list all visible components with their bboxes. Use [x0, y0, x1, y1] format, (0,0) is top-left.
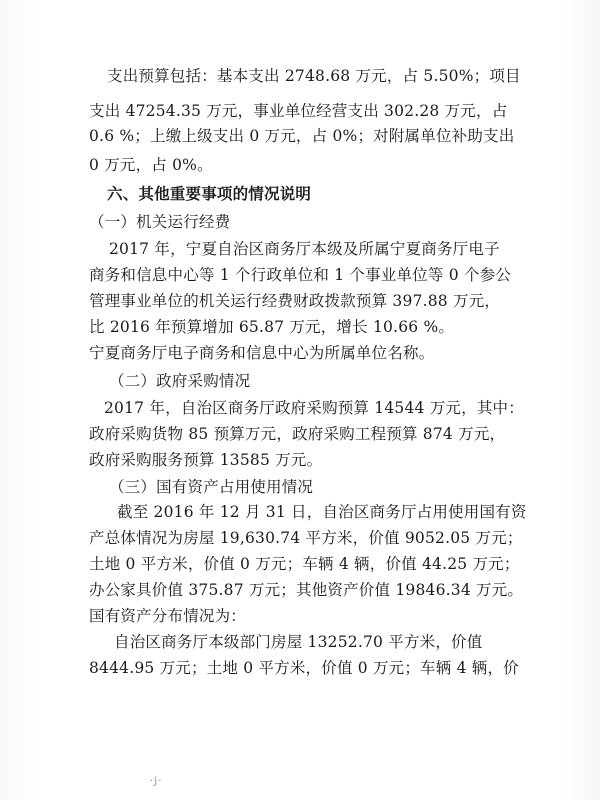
text-line-19: 土地 0 平方米，价值 0 万元；车辆 4 辆，价值 44.25 万元；: [89, 555, 520, 573]
text-line-23: 8444.95 万元；土地 0 平方米，价值 0 万元；车辆 4 辆，价: [89, 659, 519, 677]
subheading-procurement: （二）政府采购情况: [109, 372, 251, 390]
text-line-22: 自治区商务厅本级部门房屋 13252.70 平方米，价值: [114, 633, 483, 651]
text-line-15: 政府采购服务预算 13585 万元。: [89, 451, 323, 469]
text-line-3: 0.6 %；上缴上级支出 0 万元，占 0%；对附属单位补助支出: [89, 127, 515, 145]
text-line-13: 2017 年，自治区商务厅政府采购预算 14544 万元，其中：: [104, 399, 524, 417]
text-line-7: 2017 年，宁夏自治区商务厅本级及所属宁夏商务厅电子: [109, 240, 500, 258]
text-line-10: 比 2016 年预算增加 65.87 万元，增长 10.66 %。: [89, 318, 455, 336]
subheading-operating-costs: （一）机关运行经费: [89, 213, 231, 231]
subheading-state-assets: （三）国有资产占用使用情况: [109, 478, 314, 496]
text-line-18: 产总体情况为房屋 19,630.74 平方米，价值 9052.05 万元；: [89, 529, 523, 547]
text-line-17: 截至 2016 年 12 月 31 日，自治区商务厅占用使用国有资: [117, 503, 527, 521]
text-line-9: 管理事业单位的机关运行经费财政拨款预算 397.88 万元，: [89, 292, 501, 310]
text-line-20: 办公家具价值 375.87 万元；其他资产价值 19846.34 万元。: [89, 581, 524, 599]
text-line-11: 宁夏商务厅电子商务和信息中心为所属单位名称。: [89, 344, 435, 362]
scan-mark: ·j·: [150, 776, 163, 787]
text-line-14: 政府采购货物 85 预算万元，政府采购工程预算 874 万元，: [89, 425, 506, 443]
section-heading-6: 六、其他重要事项的情况说明: [107, 184, 312, 203]
text-line-8: 商务和信息中心等 1 个行政单位和 1 个事业单位等 0 个参公: [89, 266, 512, 284]
text-line-1: 支出预算包括：基本支出 2748.68 万元，占 5.50%；项目: [107, 67, 521, 85]
text-line-21: 国有资产分布情况为：: [89, 607, 247, 625]
text-line-2: 支出 47254.35 万元，事业单位经营支出 302.28 万元，占: [89, 102, 508, 120]
text-line-4: 0 万元，占 0%。: [89, 156, 213, 174]
